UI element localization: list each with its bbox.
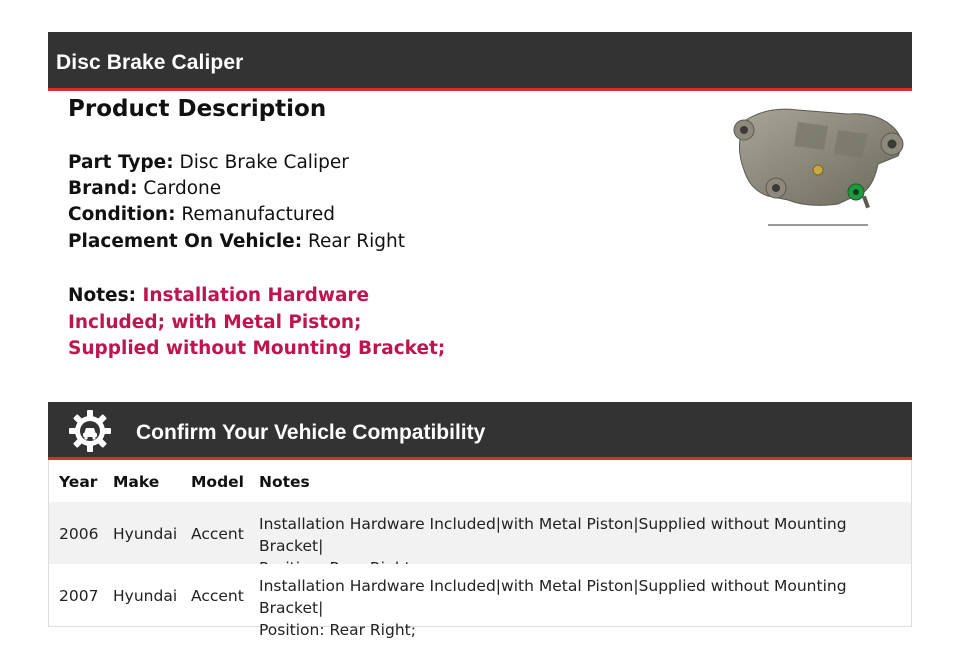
product-header-bar [48,32,912,91]
gear-car-icon [68,409,112,453]
spec-brand [68,176,221,202]
spec-placement [68,229,405,255]
spec-value: Remanufactured [181,204,335,225]
cell-make: Hyundai [113,587,178,605]
cell-notes [259,575,899,641]
notes-line: Installation Hardware Included|with Metal Piston|Supplied without Mounting Bracket| [259,515,847,555]
cell-make: Hyundai [113,525,178,543]
cell-year: 2006 [59,525,99,543]
table-row[interactable] [49,564,911,639]
product-title: Disc Brake Caliper [56,51,244,74]
cell-model: Accent [191,587,244,605]
spec-value: Disc Brake Caliper [179,152,349,173]
column-header-make[interactable]: Make [113,473,160,491]
column-header-year[interactable]: Year [59,473,98,491]
notes-line: Position: Rear Right; [259,621,416,639]
notes-label: Notes: [68,285,136,306]
compatibility-table [48,460,912,639]
column-header-notes[interactable]: Notes [259,473,310,491]
product-notes [68,283,448,363]
spec-label: Placement On Vehicle: [68,231,303,252]
compatibility-header-bar [48,402,912,460]
spec-part-type [68,150,349,176]
cell-year: 2007 [59,587,99,605]
compatibility-title: Confirm Your Vehicle Compatibility [136,421,486,444]
spec-label: Part Type: [68,152,174,173]
notes-line: Installation Hardware Included|with Metal Piston|Supplied without Mounting Bracket| [259,577,847,617]
table-row[interactable] [49,502,911,564]
product-description-heading: Product Description [68,96,327,122]
spec-value: Cardone [143,178,222,199]
spec-label: Condition: [68,204,176,225]
notes-value: Installation Hardware Included; with Metal Piston; Supplied without Mounting Bracket; [68,285,446,359]
brake-caliper-image[interactable] [728,100,908,230]
table-header-row [49,460,911,502]
column-header-model[interactable]: Model [191,473,244,491]
cell-model: Accent [191,525,244,543]
spec-value: Rear Right [308,231,405,252]
spec-label: Brand: [68,178,138,199]
spec-condition [68,202,335,228]
